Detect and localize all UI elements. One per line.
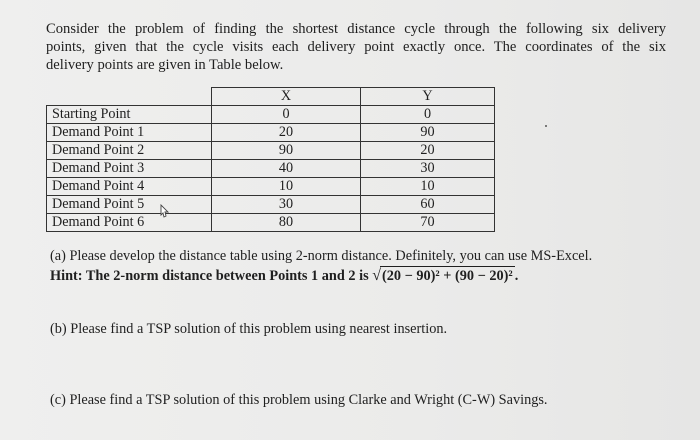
- table-row: [47, 196, 495, 214]
- intro-line-1: Consider the problem of finding the shortest distance cycle through the following six delivery: [46, 21, 666, 37]
- header-y: Y: [361, 88, 495, 106]
- hint-prefix: Hint: The 2-norm distance between Points 1 and 2 is: [50, 268, 373, 284]
- hint-formula: (20 − 90)² + (90 − 20)²: [382, 268, 513, 284]
- point-name: Demand Point 4: [47, 178, 212, 196]
- stray-mark: [545, 125, 547, 127]
- point-name: Demand Point 1: [47, 124, 212, 142]
- question-a-hint: [50, 266, 592, 286]
- sqrt-icon: √: [372, 267, 382, 284]
- question-b: (b) Please find a TSP solution of this problem using nearest insertion.: [50, 321, 448, 337]
- point-name: Demand Point 5: [47, 196, 212, 214]
- table-row: [47, 142, 495, 160]
- hint-suffix: .: [514, 268, 519, 284]
- point-y: 30: [361, 160, 495, 178]
- point-x: 80: [212, 214, 361, 232]
- point-y: 0: [361, 106, 495, 124]
- point-x: 20: [212, 124, 361, 142]
- table-row: [47, 106, 495, 124]
- table-row: [47, 214, 495, 232]
- table-row: [47, 178, 495, 196]
- header-name: [47, 88, 212, 106]
- table-row: [47, 124, 495, 142]
- question-a-text: (a) Please develop the distance table using 2-norm distance. Definitely, you can use MS-Excel.: [50, 248, 593, 264]
- point-x: 90: [212, 142, 361, 160]
- point-x: 10: [212, 178, 361, 196]
- header-x: X: [212, 88, 361, 106]
- table-header-row: [47, 88, 495, 106]
- point-y: 10: [361, 178, 495, 196]
- sqrt-formula: [372, 266, 514, 285]
- intro-line-2: points, given that the cycle visits each delivery point exactly once. The coordinates of the six: [46, 39, 666, 55]
- intro-line-3: delivery points are given in Table below.: [46, 57, 284, 73]
- point-x: 0: [212, 106, 361, 124]
- point-name: Starting Point: [47, 106, 212, 124]
- point-y: 90: [361, 124, 495, 142]
- problem-intro: [46, 20, 666, 74]
- point-x: 40: [212, 160, 361, 178]
- point-name: Demand Point 3: [47, 160, 212, 178]
- point-y: 20: [361, 142, 495, 160]
- mouse-pointer-icon: [158, 204, 172, 220]
- question-a: [50, 247, 592, 286]
- point-y: 60: [361, 196, 495, 214]
- point-name: Demand Point 2: [47, 142, 212, 160]
- point-y: 70: [361, 214, 495, 232]
- coordinates-table: [46, 87, 495, 232]
- question-c: (c) Please find a TSP solution of this problem using Clarke and Wright (C-W) Savings.: [50, 392, 548, 408]
- point-name: Demand Point 6: [47, 214, 212, 232]
- table-row: [47, 160, 495, 178]
- point-x: 30: [212, 196, 361, 214]
